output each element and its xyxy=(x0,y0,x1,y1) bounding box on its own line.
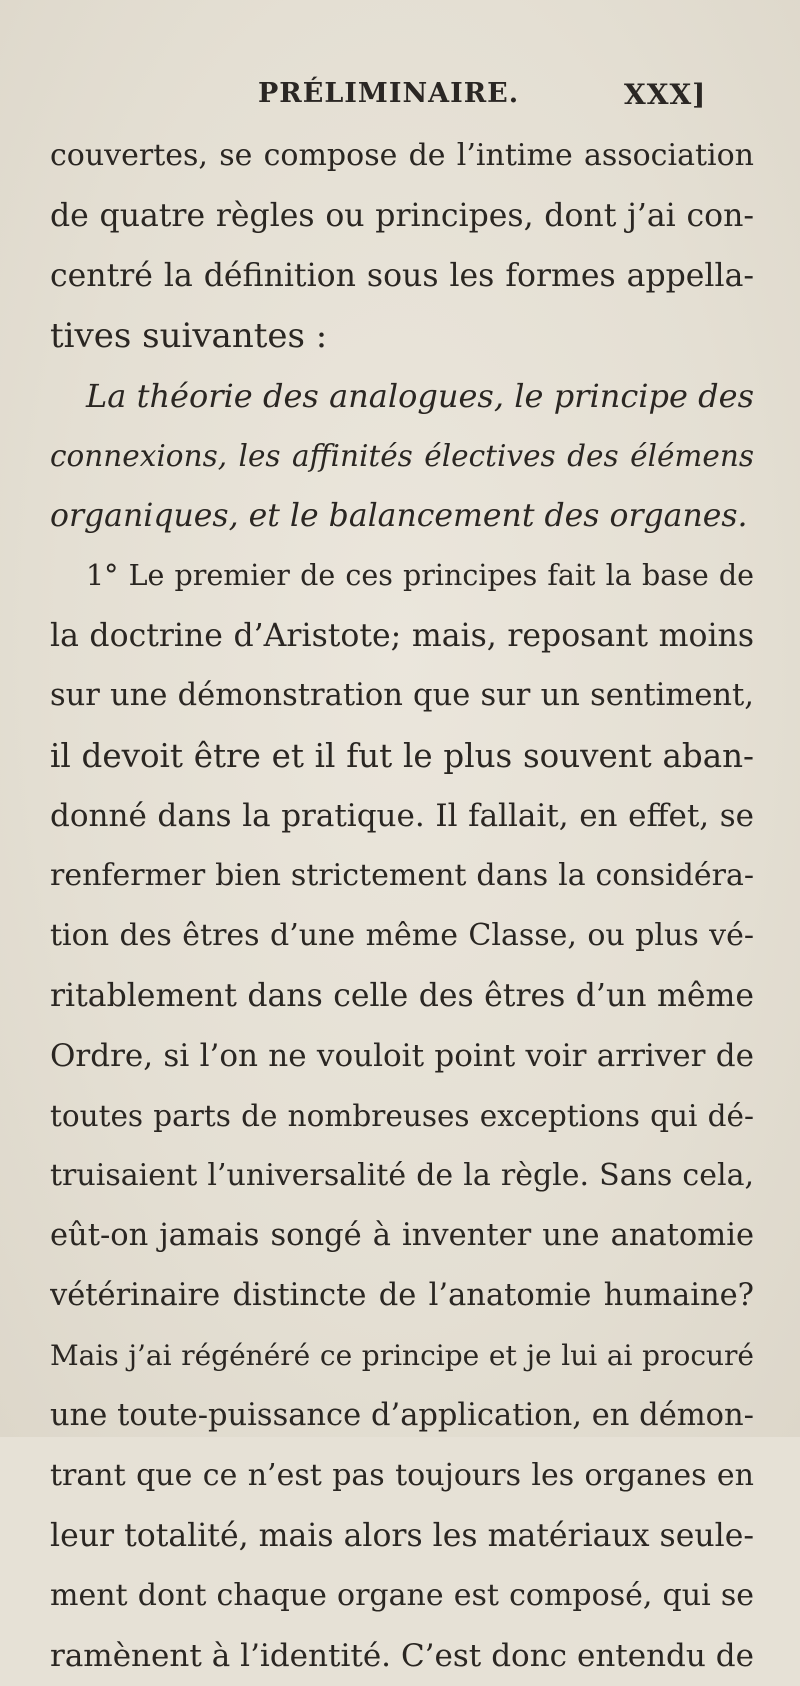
text-line: sur une démonstration que sur un sentiment, xyxy=(50,678,754,713)
italic-text-line: connexions, les affinités électives des élémens xyxy=(50,439,754,473)
text-line: ment dont chaque organe est composé, qui se xyxy=(50,1578,754,1613)
text-line: trant que ce n’est pas toujours les organes en xyxy=(50,1458,754,1493)
text-line: de quatre règles ou principes, dont j’ai con- xyxy=(50,198,754,234)
text-line: il devoit être et il fut le plus souvent aban- xyxy=(50,737,754,775)
text-line: Ordre, si l’on ne vouloit point voir arriver de xyxy=(50,1038,754,1074)
running-head xyxy=(0,78,800,112)
body-text xyxy=(50,126,754,1686)
text-line: Mais j’ai régénéré ce principe et je lui ai procuré xyxy=(50,1339,754,1372)
text-line: toutes parts de nombreuses exceptions qui dé- xyxy=(50,1099,754,1133)
page-number: XXX] xyxy=(624,78,707,111)
text-line: ramènent à l’identité. C’est donc entendu de xyxy=(50,1638,754,1674)
text-line: eût-on jamais songé à inventer une anatomie xyxy=(50,1218,754,1253)
text-line: centré la définition sous les formes appella- xyxy=(50,258,754,294)
text-line: ritablement dans celle des êtres d’un même xyxy=(50,978,754,1014)
italic-text-line: organiques, et le balancement des organes. xyxy=(50,498,748,534)
text-line: 1° Le premier de ces principes fait la base de xyxy=(86,559,754,592)
italic-text-line: La théorie des analogues, le principe des xyxy=(86,377,754,415)
running-title: PRÉLIMINAIRE. xyxy=(258,78,520,109)
text-line: truisaient l’universalité de la règle. Sans cela, xyxy=(50,1158,754,1193)
text-line: vétérinaire distincte de l’anatomie humaine? xyxy=(50,1278,754,1313)
text-line: leur totalité, mais alors les matériaux seule- xyxy=(50,1518,754,1554)
text-line: tives suivantes : xyxy=(50,316,328,356)
text-line: une toute-puissance d’application, en démon- xyxy=(50,1398,754,1433)
text-line: la doctrine d’Aristote; mais, reposant moins xyxy=(50,618,754,654)
text-line: tion des êtres d’une même Classe, ou plus vé- xyxy=(50,918,754,953)
text-line: donné dans la pratique. Il fallait, en effet, se xyxy=(50,798,754,834)
text-line: couvertes, se compose de l’intime association xyxy=(50,138,754,173)
text-line: renfermer bien strictement dans la considéra- xyxy=(50,858,754,893)
